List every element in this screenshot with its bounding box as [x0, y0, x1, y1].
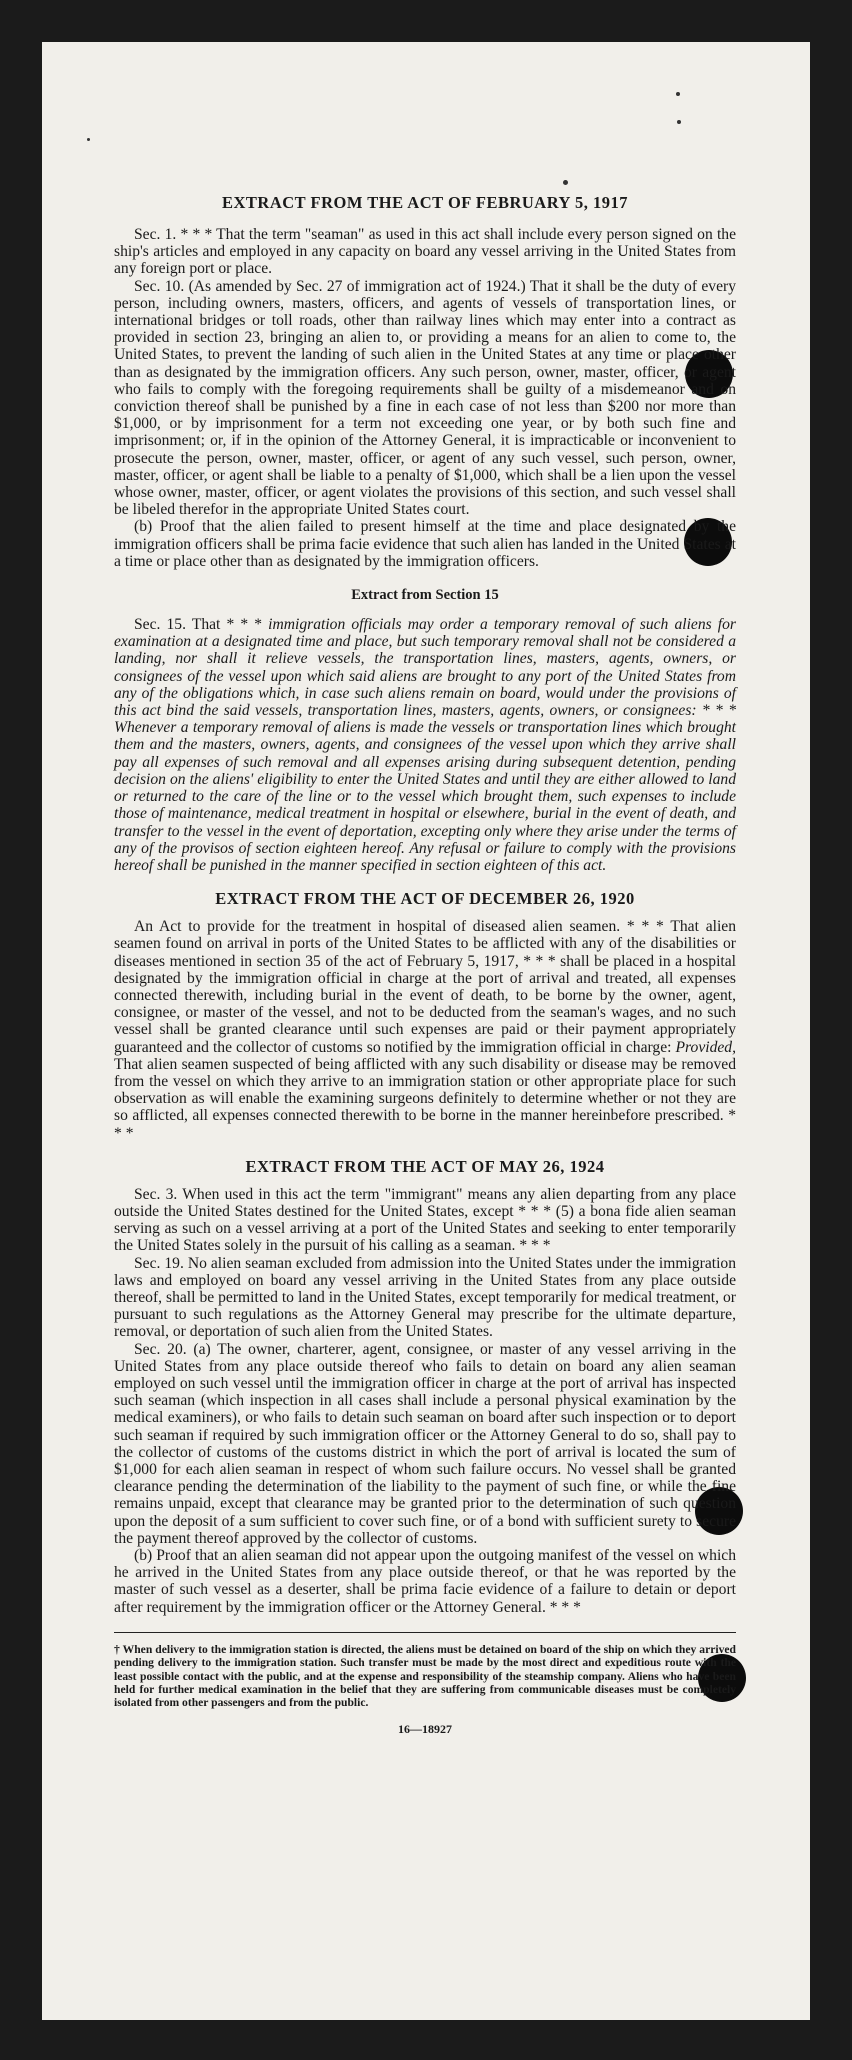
sec10b-paragraph: (b) Proof that the alien failed to present himself at the time and place designated by the immigration officers shall be prima facie evidence that such alien has landed in the United States at a time or place other than as designated by the immigration officers.	[114, 518, 736, 570]
section-heading-1920: EXTRACT FROM THE ACT OF DECEMBER 26, 1920	[215, 889, 635, 909]
section-heading-sec15: Extract from Section 15	[351, 587, 499, 604]
act-1920-text-cont: That alien seamen suspected of being afflicted with any such disability or disease may be removed from the vessel on which they arrive to an immigration station or other appropriate place for such observation as will enable the examining surgeons definitely to determine whether or not they are so afflicted, all expenses connected therewith to be borne in the manner hereinbefore prescribed. * * *	[114, 1055, 736, 1142]
footnote: † When delivery to the immigration station is directed, the aliens must be detained on board of the ship on which they arrived pending delivery to the immigration station. Such transfer must be made by the most direct and expeditious route with the least possible contact with the public, and at the expense and responsibility of the steamship company. Aliens who have been held for further medical examination in the belief that they are suffering from communicable diseases must be completely isolated from other passengers and from the public.	[114, 1642, 736, 1710]
sec3-paragraph: Sec. 3. When used in this act the term "immigrant" means any alien departing from any place outside the United States destined for the United States, except * * * (5) a bona fide alien seaman serving as such on a vessel arriving at a port of the United States and seeking to enter temporarily the United States solely in the pursuit of his calling as a seaman. * * *	[114, 1185, 736, 1255]
document-body	[114, 192, 736, 1737]
speck	[677, 120, 681, 124]
form-code: 16—18927	[398, 1721, 452, 1736]
act-1920-text: An Act to provide for the treatment in hospital of diseased alien seamen. * * * That alien seamen found on arrival in ports of the United States to be afflicted with any of the disabilities or diseases mentioned in section 35 of the act of February 5, 1917, * * * shall be placed in a hospital designated by the immigration official in charge at the port of arrival and treated, all expenses connected therewith, including burial in the event of death, to be borne by the owner, agent, consignee, or master of the vessel, and not to be deducted from the seaman's wages, and no such vessel shall be granted clearance until such expenses are paid or their payment appropriately guaranteed and the collector of customs so notified by the immigration official in charge:	[114, 918, 736, 1056]
sec15-lead: Sec. 15. That * * *	[134, 616, 269, 634]
speck	[87, 138, 90, 141]
sec15-italic-text: immigration officials may order a temporary removal of such aliens for examination at a designated time and place, but such temporary removal shall not be considered a landing, nor shall it relieve vessels, the transportation lines, masters, agents, owners, or consignees of the vessel upon which said aliens are brought to any port of the United States from any of the obligations which, in case such aliens remain on board, would under the provisions of this act bind the said vessels, transportation lines, masters, agents, owners, or consignees: * * * Whenever a temporary removal of aliens is made the vessels or transportation lines which brought them and the masters, owners, agents, and consignees of the vessel upon which they arrive shall pay all expenses of such removal and all expenses arising during subsequent detention, pending decision on the aliens' eligibility to enter the United States and until they are either allowed to land or returned to the care of the line or to the vessel which brought them, such expenses to include those of maintenance, medical treatment in hospital or elsewhere, burial in the event of death, and transfer to the vessel in the event of deportation, excepting only where they arise under the terms of any of the provisos of section eighteen hereof. Any refusal or failure to comply with the provisions hereof shall be punished in the manner specified in section eighteen of this act.	[114, 616, 736, 874]
document-page	[42, 42, 810, 2020]
sec1-paragraph: Sec. 1. * * * That the term "seaman" as used in this act shall include every person signed on the ship's articles and employed in any capacity on board any vessel arriving in the United States from any foreign port or place.	[114, 226, 736, 278]
provided-italic: Provided,	[675, 1038, 736, 1056]
section-heading-1917: EXTRACT FROM THE ACT OF FEBRUARY 5, 1917	[222, 193, 628, 212]
sec15-paragraph	[114, 616, 736, 874]
sec20-paragraph: Sec. 20. (a) The owner, charterer, agent, consignee, or master of any vessel arriving in the United States from any place outside thereof who fails to detain on board any alien seaman employed on such vessel until the immigration officer in charge at the port of arrival has inspected such seaman (which inspection in all cases shall include a personal physical examination by the medical examiners), or who fails to detain such seaman on board after such inspection or to deport such seaman if required by such immigration officer or the Attorney General to do so, shall pay to the collector of customs of the customs district in which the port of arrival is located the sum of $1,000 for each alien seaman in respect of whom such failure occurs. No vessel shall be granted clearance pending the determination of the liability to the payment of such fine, or while the fine remains unpaid, except that clearance may be granted prior to the determination of such question upon the deposit of a sum sufficient to cover such fine, or of a bond with sufficient surety to secure the payment thereof approved by the collector of customs.	[114, 1340, 736, 1547]
section-heading-1924: EXTRACT FROM THE ACT OF MAY 26, 1924	[245, 1156, 605, 1176]
sec19-paragraph: Sec. 19. No alien seaman excluded from admission into the United States under the immigration laws and employed on board any vessel arriving in the United States from any place outside thereof, shall be permitted to land in the United States, except temporarily for medical treatment, or pursuant to such regulations as the Attorney General may prescribe for the ultimate departure, removal, or deportation of such alien from the United States.	[114, 1254, 736, 1341]
speck	[563, 180, 568, 185]
sec20b-paragraph: (b) Proof that an alien seaman did not appear upon the outgoing manifest of the vessel on which he arrived in the United States from any place outside thereof, or that he was reported by the master of such vessel as a deserter, shall be prima facie evidence of a failure to detain or deport after requirement by the immigration officer or the Attorney General. * * *	[114, 1547, 736, 1616]
act-1920-paragraph	[114, 918, 736, 1142]
sec10-paragraph: Sec. 10. (As amended by Sec. 27 of immigration act of 1924.) That it shall be the duty of every person, including owners, masters, officers, and agents of vessels of transportation lines, or international bridges or toll roads, other than railway lines which may enter into a contract as provided in section 23, bringing an alien to, or providing a means for an alien to come to, the United States, to prevent the landing of such alien in the United States at any time or place other than as designated by the immigration officers. Any such person, owner, master, officer, or agent who fails to comply with the foregoing requirements shall be guilty of a misdemeanor and on conviction thereof shall be punished by a fine in each case of not less than $200 nor more than $1,000, or by imprisonment for a term not exceeding one year, or by both such fine and imprisonment; or, if in the opinion of the Attorney General, it is impracticable or inconvenient to prosecute the person, owner, master, officer, or agent of any such vessel, such person, owner, master, officer, or agent shall be liable to a penalty of $1,000, which shall be a lien upon the vessel whose owner, master, officer, or agent violates the provisions of this section, and such vessel shall be libeled therefor in the appropriate United States court.	[114, 277, 736, 519]
speck	[676, 92, 680, 96]
